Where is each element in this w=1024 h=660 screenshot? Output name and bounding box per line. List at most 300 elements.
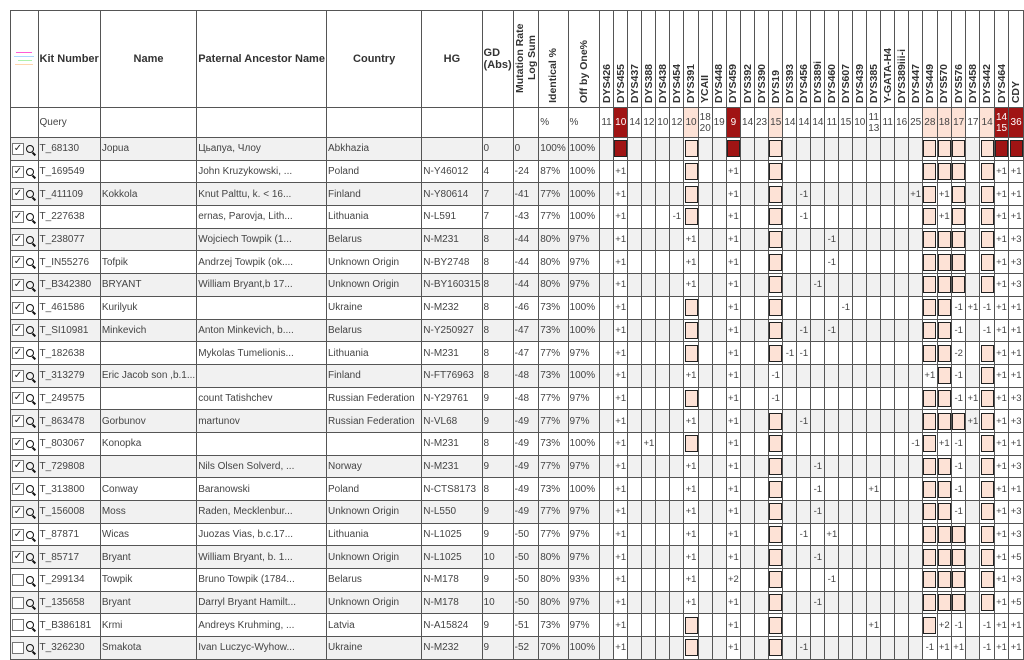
- marker-cell-dys455: +1: [614, 206, 628, 229]
- marker-cell-dys576: +1: [951, 637, 965, 660]
- select-checkbox[interactable]: [12, 642, 24, 654]
- marker-header-dys437[interactable]: [628, 11, 642, 108]
- marker-cell-dys439: [853, 183, 867, 206]
- match-box: [981, 345, 994, 362]
- marker-cell-dys459: +1: [726, 342, 740, 365]
- match-box: [923, 435, 936, 452]
- marker-cell-dys448: [712, 410, 726, 433]
- magnifier-icon[interactable]: [26, 644, 34, 652]
- match-box: [769, 594, 782, 611]
- marker-cell-dys447: [909, 546, 923, 569]
- marker-cell-dys389i: [811, 432, 825, 455]
- marker-cell-dys570: +1: [937, 183, 951, 206]
- match-box: [923, 276, 936, 293]
- genetic-distance-cell: 8: [482, 364, 513, 387]
- select-checkbox[interactable]: ✓: [13, 278, 23, 290]
- marker-cell-dys464: +1: [994, 183, 1008, 206]
- table-row[interactable]: [11, 274, 1024, 297]
- column-header-gd[interactable]: GD (Abs): [482, 11, 513, 108]
- select-checkbox[interactable]: ✓: [13, 551, 23, 563]
- marker-header-cdy[interactable]: [1009, 11, 1024, 108]
- match-box: [938, 594, 951, 611]
- table-row[interactable]: [11, 523, 1024, 546]
- marker-cell-dys389i: [811, 637, 825, 660]
- name-cell: Krmi: [100, 614, 196, 637]
- marker-cell-dys391: [684, 206, 698, 229]
- marker-cell-dys576: [951, 160, 965, 183]
- column-header-kit[interactable]: Kit Number: [38, 11, 100, 108]
- marker-cell-dys455: +1: [614, 591, 628, 614]
- magnifier-icon[interactable]: [26, 145, 34, 153]
- marker-cell-dys454: [670, 342, 684, 365]
- marker-cell-dys456: -1: [797, 183, 811, 206]
- country-cell: Lithuania: [326, 206, 421, 229]
- marker-cell-dys388: [642, 637, 656, 660]
- haplogroup-cell: N-BY2748: [422, 251, 482, 274]
- marker-cell-cdy: +5: [1009, 591, 1024, 614]
- marker-cell-dys389i: [811, 251, 825, 274]
- marker-cell-dys454: [670, 501, 684, 524]
- marker-label: DYS454: [670, 63, 683, 103]
- marker-cell-dys19: [769, 296, 783, 319]
- marker-cell-dys390: [755, 455, 769, 478]
- marker-header-dys19[interactable]: [769, 11, 783, 108]
- marker-cell-dys437: [628, 319, 642, 342]
- marker-cell-y-gata-h4: [881, 387, 895, 410]
- marker-cell-dys607: [839, 591, 853, 614]
- marker-header-dys389i[interactable]: [811, 11, 825, 108]
- off-by-one-percent-cell: 100%: [568, 206, 600, 229]
- marker-cell-dys391: +1: [684, 523, 698, 546]
- magnifier-icon[interactable]: [26, 372, 34, 380]
- marker-cell-dys456: [797, 296, 811, 319]
- table-row[interactable]: [11, 387, 1024, 410]
- marker-header-dys389iii-i[interactable]: [895, 11, 909, 108]
- marker-header-dys442[interactable]: [980, 11, 994, 108]
- select-checkbox[interactable]: [12, 597, 24, 609]
- table-row[interactable]: [11, 296, 1024, 319]
- marker-header-y-gata-h4[interactable]: [881, 11, 895, 108]
- query-value-ycaii: 18 20: [698, 108, 712, 138]
- marker-header-dys464[interactable]: [994, 11, 1008, 108]
- magnifier-icon[interactable]: [26, 168, 34, 176]
- select-checkbox[interactable]: ✓: [13, 369, 23, 381]
- marker-cell-dys393: [783, 183, 797, 206]
- identical-percent-cell: 80%: [539, 569, 568, 592]
- marker-cell-dys437: [628, 274, 642, 297]
- marker-cell-dys389iii-i: [895, 228, 909, 251]
- select-checkbox[interactable]: ✓: [13, 233, 23, 245]
- marker-cell-dys438: [656, 296, 670, 319]
- select-checkbox[interactable]: ✓: [13, 460, 23, 472]
- identical-percent-cell: 73%: [539, 432, 568, 455]
- marker-cell-ycaii: [698, 387, 712, 410]
- marker-cell-dys456: [797, 614, 811, 637]
- match-box: [923, 322, 936, 339]
- table-row[interactable]: [11, 138, 1024, 161]
- select-checkbox[interactable]: [12, 619, 24, 631]
- marker-cell-dys389i: [811, 569, 825, 592]
- marker-cell-dys607: [839, 523, 853, 546]
- row-actions: [11, 569, 39, 592]
- column-header-off[interactable]: [568, 11, 600, 108]
- marker-cell-dys426: [600, 410, 614, 433]
- table-row[interactable]: [11, 342, 1024, 365]
- select-checkbox[interactable]: ✓: [13, 505, 23, 517]
- tree-icon[interactable]: [12, 48, 36, 70]
- marker-cell-dys447: [909, 274, 923, 297]
- table-row[interactable]: [11, 546, 1024, 569]
- table-row[interactable]: [11, 637, 1024, 660]
- marker-cell-dys570: [937, 410, 951, 433]
- marker-label: DYS439: [853, 63, 866, 103]
- select-checkbox[interactable]: ✓: [13, 347, 23, 359]
- magnifier-icon[interactable]: [26, 462, 34, 470]
- marker-cell-dys393: [783, 387, 797, 410]
- table-row[interactable]: [11, 410, 1024, 433]
- row-actions: [11, 432, 39, 455]
- match-box: [923, 140, 936, 157]
- marker-header-dys390[interactable]: [755, 11, 769, 108]
- marker-cell-dys455: +1: [614, 546, 628, 569]
- off-by-one-percent-cell: 97%: [568, 251, 600, 274]
- magnifier-icon[interactable]: [26, 213, 34, 221]
- select-checkbox[interactable]: ✓: [13, 210, 23, 222]
- marker-cell-dys389i: -1: [811, 501, 825, 524]
- marker-cell-dys570: [937, 296, 951, 319]
- marker-header-dys459[interactable]: [726, 11, 740, 108]
- off-by-one-percent-cell: 100%: [568, 432, 600, 455]
- match-box: [769, 458, 782, 475]
- marker-header-dys392[interactable]: [741, 11, 755, 108]
- marker-cell-dys388: [642, 296, 656, 319]
- identical-percent-cell: 77%: [539, 183, 568, 206]
- marker-cell-dys447: [909, 410, 923, 433]
- table-row[interactable]: [11, 228, 1024, 251]
- marker-cell-dys385: [867, 319, 881, 342]
- marker-cell-y-gata-h4: [881, 274, 895, 297]
- marker-header-dys456[interactable]: [797, 11, 811, 108]
- haplogroup-cell: N-VL68: [422, 410, 482, 433]
- magnifier-icon[interactable]: [26, 258, 34, 266]
- match-box: [769, 526, 782, 543]
- table-row[interactable]: [11, 478, 1024, 501]
- marker-header-ycaii[interactable]: [698, 11, 712, 108]
- marker-cell-dys392: [741, 455, 755, 478]
- magnifier-icon[interactable]: [26, 304, 34, 312]
- country-cell: Belarus: [326, 319, 421, 342]
- marker-cell-dys426: [600, 138, 614, 161]
- table-row[interactable]: [11, 206, 1024, 229]
- marker-cell-dys464: +1: [994, 410, 1008, 433]
- marker-cell-dys464: +1: [994, 206, 1008, 229]
- marker-cell-dys437: [628, 342, 642, 365]
- marker-cell-dys454: [670, 319, 684, 342]
- marker-header-dys439[interactable]: [853, 11, 867, 108]
- select-checkbox[interactable]: ✓: [13, 165, 23, 177]
- marker-cell-dys448: [712, 523, 726, 546]
- marker-cell-dys390: [755, 206, 769, 229]
- magnifier-icon[interactable]: [26, 190, 34, 198]
- marker-cell-dys392: [741, 319, 755, 342]
- column-header-hg[interactable]: HG: [422, 11, 482, 108]
- marker-header-dys460[interactable]: [825, 11, 839, 108]
- marker-cell-dys439: [853, 569, 867, 592]
- haplogroup-cell: N-M178: [422, 569, 482, 592]
- name-cell: Konopka: [100, 432, 196, 455]
- marker-cell-dys449: [923, 614, 937, 637]
- magnifier-icon[interactable]: [26, 531, 34, 539]
- column-header-label: Identical %: [547, 48, 560, 103]
- marker-header-dys447[interactable]: [909, 11, 923, 108]
- marker-cell-dys460: [825, 342, 839, 365]
- paternal-ancestor-cell: Andreys Kruhming, ...: [197, 614, 327, 637]
- select-checkbox[interactable]: ✓: [13, 437, 23, 449]
- match-box: [981, 367, 994, 384]
- table-row[interactable]: [11, 455, 1024, 478]
- marker-cell-dys576: [951, 183, 965, 206]
- column-header-ident[interactable]: [539, 11, 568, 108]
- marker-cell-dys438: [656, 342, 670, 365]
- marker-cell-y-gata-h4: [881, 296, 895, 319]
- magnifier-icon[interactable]: [26, 576, 34, 584]
- marker-header-dys448[interactable]: [712, 11, 726, 108]
- marker-cell-dys391: +1: [684, 274, 698, 297]
- select-checkbox[interactable]: ✓: [13, 324, 23, 336]
- marker-header-dys607[interactable]: [839, 11, 853, 108]
- table-row[interactable]: [11, 364, 1024, 387]
- select-checkbox[interactable]: ✓: [13, 301, 23, 313]
- table-row[interactable]: [11, 183, 1024, 206]
- kit-number-cell: T_313800: [38, 478, 100, 501]
- marker-header-dys393[interactable]: [783, 11, 797, 108]
- kit-number-cell: T_IN55276: [38, 251, 100, 274]
- magnifier-icon[interactable]: [26, 553, 34, 561]
- marker-cell-dys390: [755, 274, 769, 297]
- select-checkbox[interactable]: ✓: [13, 415, 23, 427]
- marker-header-dys455[interactable]: [614, 11, 628, 108]
- marker-cell-dys570: [937, 364, 951, 387]
- marker-cell-dys576: -1: [951, 432, 965, 455]
- marker-cell-dys458: [966, 637, 980, 660]
- match-box: [769, 481, 782, 498]
- marker-cell-dys576: -1: [951, 387, 965, 410]
- magnifier-icon[interactable]: [26, 394, 34, 402]
- haplogroup-cell: N-L1025: [422, 546, 482, 569]
- marker-cell-dys439: [853, 274, 867, 297]
- marker-header-dys438[interactable]: [656, 11, 670, 108]
- marker-cell-dys389iii-i: [895, 251, 909, 274]
- query-value-dys392: 14: [741, 108, 755, 138]
- paternal-ancestor-cell: Knut Palttu, k. < 16...: [197, 183, 327, 206]
- genetic-distance-cell: 9: [482, 637, 513, 660]
- marker-cell-dys456: [797, 455, 811, 478]
- marker-cell-dys392: [741, 342, 755, 365]
- country-cell: Lithuania: [326, 342, 421, 365]
- marker-cell-dys19: [769, 160, 783, 183]
- marker-cell-dys570: [937, 319, 951, 342]
- tree-view-header[interactable]: [11, 11, 39, 108]
- marker-cell-dys459: +1: [726, 546, 740, 569]
- marker-header-dys458[interactable]: [966, 11, 980, 108]
- match-box: [923, 458, 936, 475]
- marker-cell-dys460: -1: [825, 569, 839, 592]
- marker-cell-dys389iii-i: [895, 206, 909, 229]
- select-checkbox[interactable]: ✓: [13, 142, 23, 154]
- magnifier-icon[interactable]: [26, 236, 34, 244]
- table-row[interactable]: [11, 160, 1024, 183]
- marker-header-dys454[interactable]: [670, 11, 684, 108]
- marker-cell-dys391: [684, 614, 698, 637]
- select-checkbox[interactable]: ✓: [13, 188, 23, 200]
- column-header-name[interactable]: Name: [100, 11, 196, 108]
- table-row[interactable]: [11, 614, 1024, 637]
- marker-cell-dys390: [755, 296, 769, 319]
- table-row[interactable]: [11, 591, 1024, 614]
- marker-cell-cdy: +3: [1009, 455, 1024, 478]
- table-row[interactable]: [11, 501, 1024, 524]
- magnifier-icon[interactable]: [26, 599, 34, 607]
- select-checkbox[interactable]: ✓: [13, 392, 23, 404]
- match-box: [685, 617, 698, 634]
- table-row[interactable]: [11, 569, 1024, 592]
- marker-cell-dys439: [853, 296, 867, 319]
- marker-header-dys388[interactable]: [642, 11, 656, 108]
- query-value-dys437: 14: [628, 108, 642, 138]
- marker-cell-dys458: [966, 364, 980, 387]
- marker-cell-dys389iii-i: [895, 364, 909, 387]
- marker-cell-dys460: [825, 546, 839, 569]
- select-checkbox[interactable]: ✓: [13, 483, 23, 495]
- dark-match-box: [1010, 140, 1023, 157]
- marker-cell-dys437: [628, 591, 642, 614]
- marker-cell-dys389i: [811, 410, 825, 433]
- kit-number-cell: T_238077: [38, 228, 100, 251]
- genetic-distance-cell: 7: [482, 206, 513, 229]
- marker-cell-dys426: [600, 614, 614, 637]
- country-cell: Poland: [326, 478, 421, 501]
- marker-cell-dys576: -1: [951, 296, 965, 319]
- marker-cell-dys570: [937, 160, 951, 183]
- marker-header-dys576[interactable]: [951, 11, 965, 108]
- marker-cell-dys442: [980, 432, 994, 455]
- marker-cell-dys459: +1: [726, 432, 740, 455]
- marker-cell-dys442: [980, 183, 994, 206]
- marker-cell-dys19: -1: [769, 387, 783, 410]
- magnifier-icon[interactable]: [26, 349, 34, 357]
- dark-match-box: [727, 140, 740, 157]
- marker-cell-dys392: [741, 501, 755, 524]
- marker-cell-dys454: [670, 455, 684, 478]
- magnifier-icon[interactable]: [26, 440, 34, 448]
- paternal-ancestor-cell: Bruno Towpik (1784...: [197, 569, 327, 592]
- table-row[interactable]: [11, 251, 1024, 274]
- magnifier-icon[interactable]: [26, 281, 34, 289]
- marker-cell-ycaii: [698, 637, 712, 660]
- row-actions: [11, 160, 39, 183]
- select-checkbox[interactable]: [12, 574, 24, 586]
- marker-cell-dys442: [980, 523, 994, 546]
- marker-cell-dys390: [755, 251, 769, 274]
- marker-cell-dys460: [825, 138, 839, 161]
- genetic-distance-cell: 8: [482, 478, 513, 501]
- magnifier-icon[interactable]: [26, 485, 34, 493]
- name-cell: BRYANT: [100, 274, 196, 297]
- table-row[interactable]: [11, 432, 1024, 455]
- match-box: [952, 571, 965, 588]
- paternal-ancestor-cell: William Bryant, b. 1...: [197, 546, 327, 569]
- marker-cell-dys576: [951, 274, 965, 297]
- marker-header-dys426[interactable]: [600, 11, 614, 108]
- magnifier-icon[interactable]: [26, 621, 34, 629]
- marker-cell-dys456: [797, 251, 811, 274]
- match-box: [923, 413, 936, 430]
- marker-header-dys570[interactable]: [937, 11, 951, 108]
- marker-cell-dys458: [966, 274, 980, 297]
- genetic-distance-cell: 9: [482, 387, 513, 410]
- marker-cell-dys392: [741, 183, 755, 206]
- name-cell: [100, 455, 196, 478]
- marker-cell-dys448: [712, 569, 726, 592]
- magnifier-icon[interactable]: [26, 417, 34, 425]
- select-checkbox[interactable]: ✓: [13, 528, 23, 540]
- column-header-country[interactable]: Country: [326, 11, 421, 108]
- marker-cell-dys454: [670, 523, 684, 546]
- paternal-ancestor-cell: Ivan Luczyc-Wyhow...: [197, 637, 327, 660]
- genetic-distance-cell: 8: [482, 319, 513, 342]
- table-row[interactable]: [11, 319, 1024, 342]
- marker-cell-dys19: [769, 274, 783, 297]
- marker-cell-dys19: [769, 319, 783, 342]
- marker-cell-dys393: [783, 591, 797, 614]
- name-cell: Bryant: [100, 546, 196, 569]
- column-header-mr[interactable]: [513, 11, 539, 108]
- marker-cell-dys388: [642, 364, 656, 387]
- marker-cell-ycaii: [698, 432, 712, 455]
- marker-cell-dys393: [783, 614, 797, 637]
- genetic-distance-cell: 4: [482, 160, 513, 183]
- marker-cell-dys390: [755, 364, 769, 387]
- query-value-cdy: 36: [1009, 108, 1024, 138]
- marker-cell-dys576: [951, 251, 965, 274]
- marker-header-dys385[interactable]: [867, 11, 881, 108]
- marker-cell-dys389i: [811, 183, 825, 206]
- mutation-rate-cell: -48: [513, 364, 539, 387]
- select-checkbox[interactable]: ✓: [13, 256, 23, 268]
- magnifier-icon[interactable]: [26, 508, 34, 516]
- country-cell: Abkhazia: [326, 138, 421, 161]
- marker-cell-dys19: [769, 342, 783, 365]
- marker-cell-dys391: [684, 387, 698, 410]
- marker-cell-dys576: -1: [951, 455, 965, 478]
- marker-cell-cdy: +1: [1009, 364, 1024, 387]
- match-box: [769, 322, 782, 339]
- marker-cell-dys393: [783, 228, 797, 251]
- marker-cell-dys388: [642, 410, 656, 433]
- marker-cell-dys392: [741, 228, 755, 251]
- column-header-ancestor[interactable]: Paternal Ancestor Name: [197, 11, 327, 108]
- marker-cell-dys389iii-i: [895, 183, 909, 206]
- marker-header-dys449[interactable]: [923, 11, 937, 108]
- marker-cell-dys426: [600, 591, 614, 614]
- marker-header-dys391[interactable]: [684, 11, 698, 108]
- marker-cell-dys464: +1: [994, 160, 1008, 183]
- row-actions: [11, 455, 39, 478]
- marker-label: DYS442: [981, 63, 994, 103]
- marker-cell-dys448: [712, 274, 726, 297]
- marker-cell-dys456: [797, 364, 811, 387]
- magnifier-icon[interactable]: [26, 326, 34, 334]
